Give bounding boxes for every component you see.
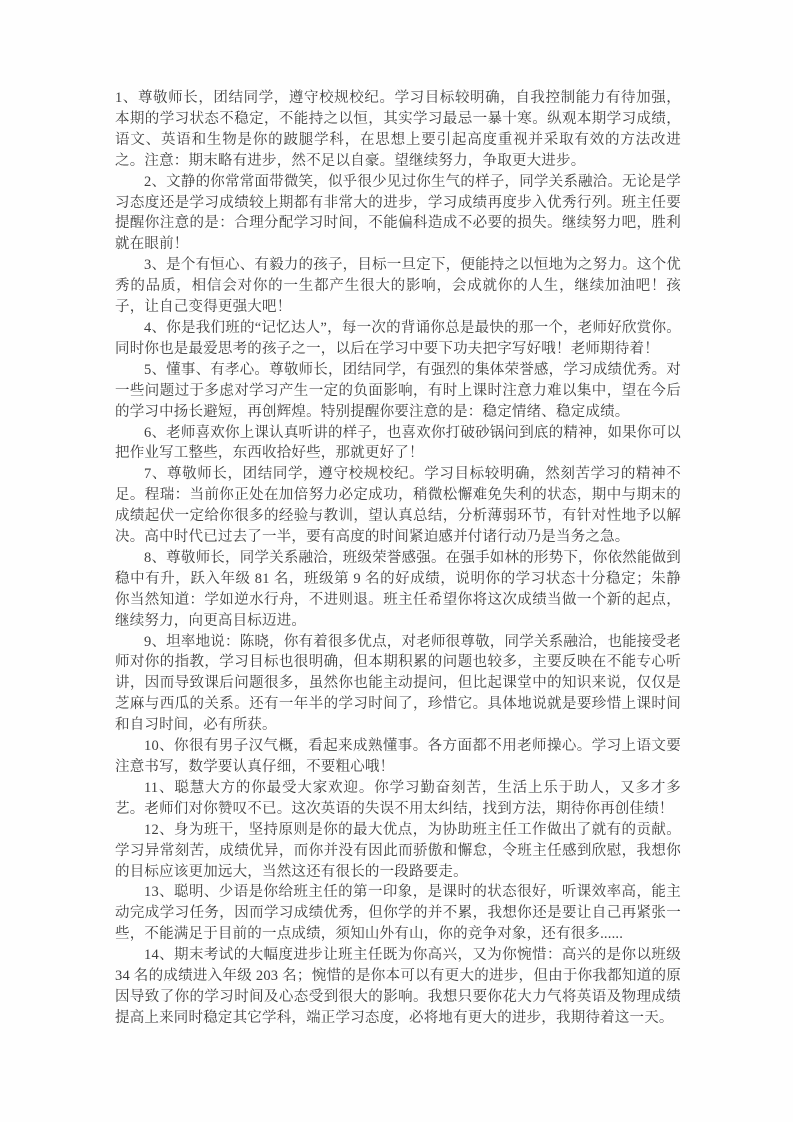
comment-paragraph-12: 12、身为班干，坚持原则是你的最大优点，为协助班主任工作做出了就有的贡献。学习异常刻苦，成绩优异，而你并没有因此而骄傲和懈怠，令班主任感到欣慰，我想你的目标应该更加远大，当然这还有很长的一段路要走。	[115, 821, 681, 880]
comment-paragraph-7: 7、尊敬师长，团结同学，遵守校规校纪。学习目标较明确，然刻苦学习的精神不足。程瑞：当前你正处在加倍努力必定成功，稍微松懈难免失利的状态，期中与期末的成绩起伏一定给你很多的经验与教训，望认真总结，分析薄弱环节，有针对性地予以解决。高中时代已过去了一半，要有高度的时间紧迫感并付诸行动乃是当务之急。	[115, 466, 681, 546]
comment-paragraph-1: 1、尊敬师长，团结同学，遵守校规校纪。学习目标较明确，自我控制能力有待加强，本期的学习状态不稳定，不能持之以恒，其实学习最忌一暴十寒。纵观本期学习成绩，语文、英语和生物是你的跛腿学科，在思想上要引起高度重视并采取有效的方法改进之。注意：期末略有进步，然不足以自豪。望继续努力，争取更大进步。	[115, 90, 681, 169]
comment-paragraph-11: 11、聪慧大方的你最受大家欢迎。你学习勤奋刻苦，生活上乐于助人，又多才多艺。老师们对你赞叹不已。这次英语的失误不用太纠结，找到方法，期待你再创佳绩！	[115, 779, 681, 817]
comments-list	[115, 88, 681, 1029]
comment-paragraph-4: 4、你是我们班的“记忆达人”，每一次的背诵你总是最快的那一个，老师好欣赏你。同时你也是最爱思考的孩子之一，以后在学习中要下功夫把字写好哦！老师期待着！	[115, 319, 681, 357]
comment-paragraph-6: 6、老师喜欢你上课认真听讲的样子，也喜欢你打破砂锅问到底的精神，如果你可以把作业写工整些，东西收拾好些，那就更好了！	[115, 424, 681, 462]
comment-paragraph-9: 9、坦率地说：陈晓，你有着很多优点，对老师很尊敬，同学关系融洽，也能接受老师对你的指教，学习目标也很明确，但本期积累的问题也较多，主要反映在不能专心听讲，因而导致课后问题很多，虽然你也能主动提问，但比起课堂中的知识来说，仅仅是芝麻与西瓜的关系。还有一年半的学习时间了，珍惜它。具体地说就是要珍惜上课时间和自习时间，必有所获。	[115, 633, 681, 734]
comment-paragraph-5: 5、懂事、有孝心。尊敬师长，团结同学，有强烈的集体荣誉感，学习成绩优秀。对一些问题过于多虑对学习产生一定的负面影响，有时上课时注意力难以集中，望在今后的学习中扬长避短，再创辉煌。特别提醒你要注意的是：稳定情绪、稳定成绩。	[115, 361, 681, 420]
comment-paragraph-14: 14、期末考试的大幅度进步让班主任既为你高兴，又为你惋惜：高兴的是你以班级 34 名的成绩进入年级 203 名；惋惜的是你本可以有更大的进步，但由于你我都知道的原因导致了你的学习时间及心态受到很大的影响。我想只要你花大力气将英语及物理成绩提高上来同时稳定其它学科，端正学习态度，必将地有更大的进步，我期待着这一天。	[115, 947, 681, 1026]
comment-paragraph-3: 3、是个有恒心、有毅力的孩子，目标一旦定下，便能持之以恒地为之努力。这个优秀的品质，相信会对你的一生都产生很大的影响，会成就你的人生，继续加油吧！孩子，让自己变得更强大吧！	[115, 257, 681, 316]
comment-paragraph-8: 8、尊敬师长，同学关系融洽，班级荣誉感强。在强手如林的形势下，你依然能做到稳中有升，跃入年级 81 名，班级第 9 名的好成绩，说明你的学习状态十分稳定；朱静你当然知道：学如逆水行舟，不进则退。班主任希望你将这次成绩当做一个新的起点，继续努力，向更高目标迈进。	[115, 549, 681, 629]
comment-paragraph-10: 10、你很有男子汉气概，看起来成熟懂事。各方面都不用老师操心。学习上语文要注意书写，数学要认真仔细，不要粗心哦！	[115, 738, 681, 775]
comment-paragraph-2: 2、文静的你常常面带微笑，似乎很少见过你生气的样子，同学关系融洽。无论是学习态度还是学习成绩较上期都有非常大的进步，学习成绩再度步入优秀行列。班主任要提醒你注意的是：合理分配学习时间，不能偏科造成不必要的损失。继续努力吧，胜利就在眼前！	[115, 173, 681, 253]
comment-paragraph-13: 13、聪明、少语是你给班主任的第一印象，是课时的状态很好，听课效率高，能主动完成学习任务，因而学习成绩优秀，但你学的并不累，我想你还是要让自己再紧张一些，不能满足于目前的一点成绩，须知山外有山，你的竞争对象，还有很多......	[115, 884, 681, 943]
